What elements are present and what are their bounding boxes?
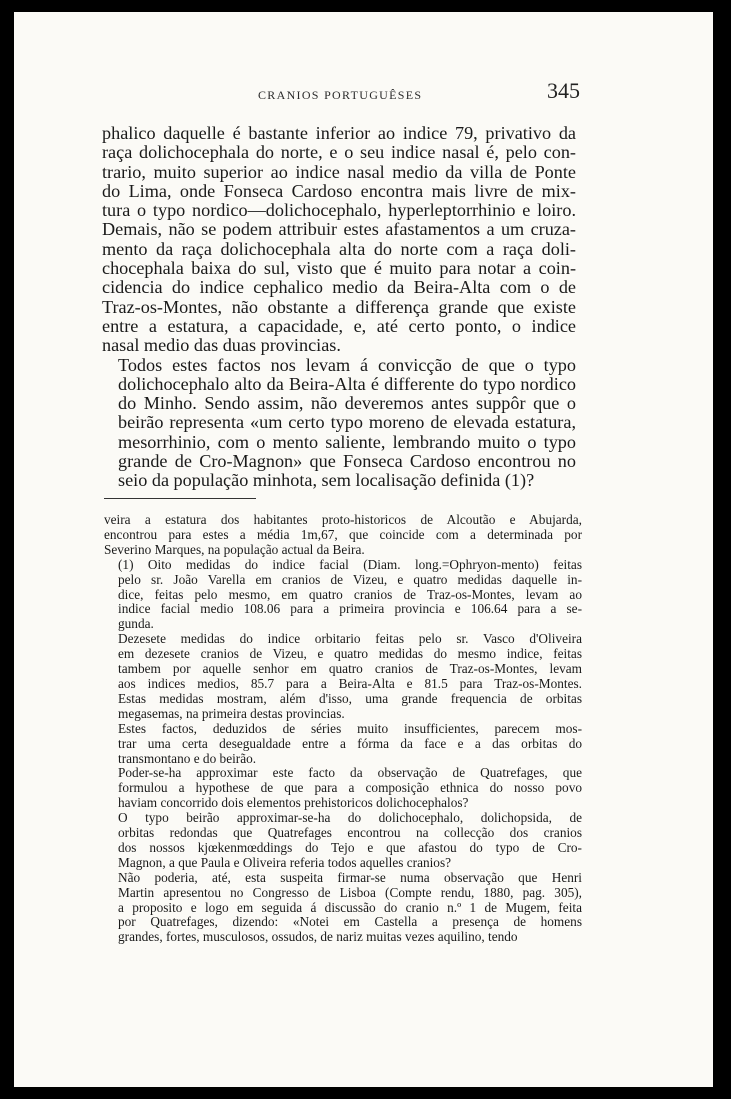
footnote-line: indice facial medio 108.06 para a primeira provincia e 106.64 para a se- [118, 601, 582, 617]
body-text-line: entre a estatura, a capacidade, e, até certo ponto, o indice [102, 315, 576, 336]
footnote-line: transmontano e do beirão. [118, 750, 257, 766]
footnote-line: em dezesete cranios de Vizeu, e quatro medidas do mesmo indice, feitas [118, 646, 582, 662]
footnote-line: O typo beirão approximar-se-ha do dolichocephalo, dolichopsida, de [118, 810, 582, 826]
footnote-line: dice, feitas pelo mesmo, em quatro cranios de Traz-os-Montes, levam ao [118, 586, 582, 602]
footnote-line: pelo sr. João Varella em cranios de Vizeu, e quatro medidas daquelle in- [118, 571, 582, 587]
footnote-paragraph [104, 513, 582, 558]
body-text-line: grande de Cro-Magnon» que Fonseca Cardoso encontrou no [118, 451, 576, 472]
footnote-line: a proposito e logo em seguida á discussão do cranio n.º 1 de Mugem, feita [118, 899, 582, 915]
footnote-line: Poder-se-ha approximar este facto da observação de Quatrefages, que [118, 765, 582, 781]
body-text-line: chocephala baixa do sul, visto que é muito para notar a coin- [102, 258, 576, 279]
footnote-line: grandes, fortes, musculosos, ossudos, de nariz muitas vezes aquilino, tendo [118, 929, 518, 945]
body-text-line: mesorrhinio, com o mento saliente, lembrando muito o typo [118, 431, 576, 452]
footnotes [104, 513, 582, 945]
body-text-paragraph [102, 356, 576, 491]
footnote-paragraph [104, 766, 582, 811]
body-text-line: do Lima, onde Fonseca Cardoso encontra mais livre de mix- [102, 180, 576, 201]
footnote-line: Estes factos, deduzidos de séries muito insufficientes, parecem mos- [118, 720, 582, 736]
footnote-separator [104, 498, 256, 499]
body-text-line: Todos estes factos nos levam á convicção de que o typo [118, 354, 576, 375]
footnote-line: Severino Marques, na população actual da Beira. [104, 541, 365, 557]
body-text-line: phalico daquelle é bastante inferior ao indice 79, privativo da [102, 123, 576, 143]
body-text-line: Traz-os-Montes, não obstante a differença grande que existe [102, 296, 576, 317]
footnote-line: megasemas, na primeira destas provincias. [118, 705, 345, 721]
footnote-line: veira a estatura dos habitantes proto-historicos de Alcoutão e Abujarda, [104, 512, 582, 527]
footnote-line: aos indices medios, 85.7 para a Beira-Alta e 81.5 para Traz-os-Montes. [118, 675, 582, 691]
body-text-line: do Minho. Sendo assim, não deveremos antes suppôr que o [118, 393, 576, 414]
body-text-line: seio da população minhota, sem localisação definida (1)? [118, 470, 535, 491]
body-text-line: Demais, não se podem attribuir estes afastamentos a um cruza- [102, 219, 576, 240]
body-text-line: trario, muito superior ao indice nasal medio da villa de Ponte [102, 161, 576, 182]
footnote-line: tambem por aquelle senhor em quatro cranios de Traz-os-Montes, levam [118, 661, 582, 677]
footnote-line: orbitas redondas que Quatrefages encontrou na collecção dos cranios [118, 825, 582, 841]
footnote-line: (1) Oito medidas do indice facial (Diam. long.=Ophryon-mento) feitas [118, 556, 582, 572]
main-text [102, 124, 576, 491]
body-text-line: dolichocephalo alto da Beira-Alta é differente do typo nordico [118, 373, 576, 394]
footnote-paragraph [104, 811, 582, 871]
footnote-line: por Quatrefages, dizendo: «Notei em Castella a presença de homens [118, 914, 582, 930]
footnote-line: formulou a hypothese de que para a composição ethnica do nosso povo [118, 780, 582, 796]
body-text-line: nasal medio das duas provincias. [102, 335, 341, 356]
footnote-paragraph [104, 871, 582, 946]
footnote-line: dos nossos kjœkenmœddings do Tejo e que afastou do typo de Cro- [118, 839, 582, 855]
footnote-line: trar uma certa desegualdade entre a fórma da face e a das orbitas do [118, 735, 582, 751]
body-text-line: beirão representa «um certo typo moreno de elevada estatura, [118, 412, 576, 433]
footnote-line: Estas medidas mostram, além d'isso, uma grande frequencia de orbitas [118, 690, 582, 706]
body-text-line: cidencia do indice cephalico medio da Beira-Alta com o de [102, 277, 576, 298]
footnote-line: Magnon, a que Paula e Oliveira referia todos aquelles cranios? [118, 854, 452, 870]
footnote-paragraph [104, 632, 582, 721]
footnote-line: Não poderia, até, esta suspeita firmar-se numa observação que Henri [118, 869, 582, 885]
body-text-line: mento da raça dolichocephala alta do norte com a raça doli- [102, 238, 576, 259]
running-title: CRANIOS PORTUGUÊSES [258, 88, 423, 102]
footnote-line: haviam concorrido dois elementos prehistoricos dolichocephalos? [118, 795, 469, 811]
footnote-line: encontrou para estes a média 1m,67, que coincide com a determinada por [104, 526, 582, 542]
footnote-line: Dezesete medidas do indice orbitario feitas pelo sr. Vasco d'Oliveira [118, 631, 582, 647]
page-number: 345 [547, 78, 580, 103]
body-text-line: tura o typo nordico—dolichocephalo, hyperleptorrhinio e loiro. [102, 200, 576, 221]
body-text-line: raça dolichocephala do norte, e o seu indice nasal é, pelo con- [102, 142, 576, 163]
footnote-line: gunda. [118, 616, 154, 632]
page-header [90, 78, 580, 108]
body-text-paragraph [102, 124, 576, 356]
footnote-paragraph [104, 558, 582, 633]
footnote-line: Martin apresentou no Congresso de Lisboa (Compte rendu, 1880, pag. 305), [118, 884, 582, 900]
footnote-paragraph [104, 722, 582, 767]
